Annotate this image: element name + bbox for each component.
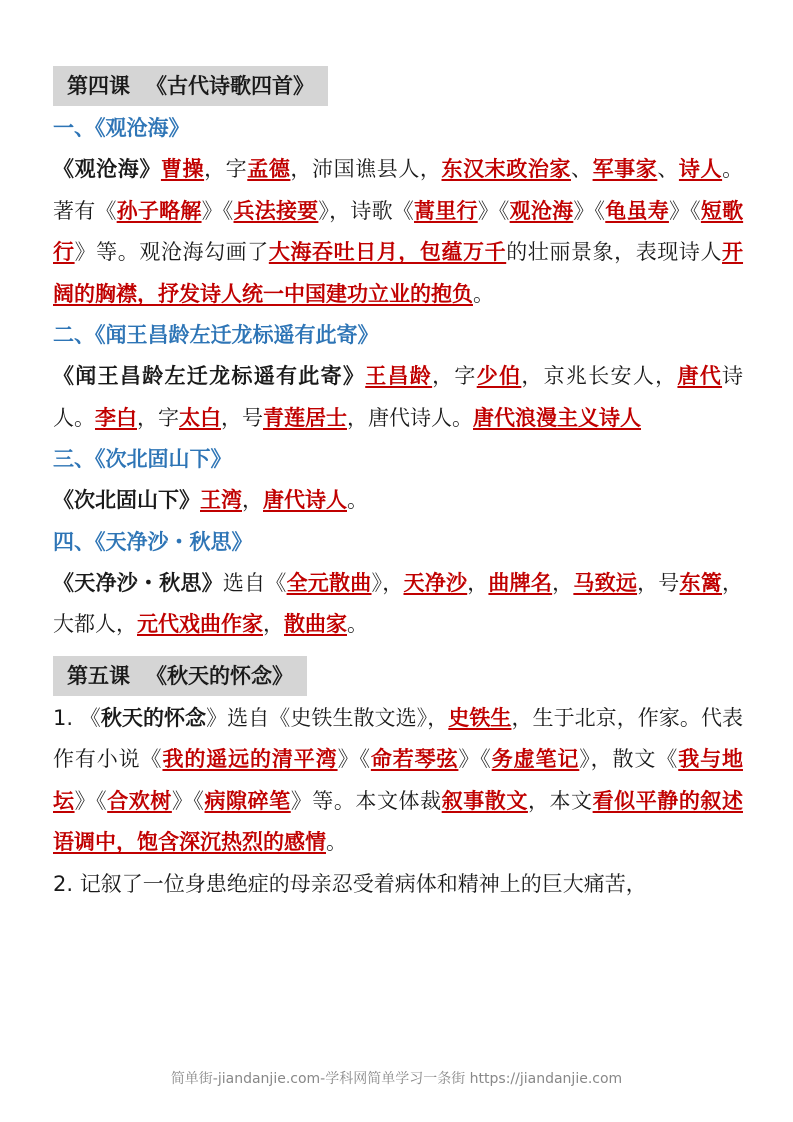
text-run: 2. 记叙了一位身患绝症的母亲忍受着病体和精神上的巨大痛苦， (53, 871, 647, 896)
text-run: ，生于北京，作家。代表作有小说《 (53, 705, 744, 771)
text-run: ，字 (137, 405, 179, 430)
key-term: 龟虽寿 (605, 198, 669, 223)
text-run: 》《 (337, 747, 371, 771)
text-run: 》选自《史铁生散文选》， (206, 705, 449, 730)
bold-title: 《闻王昌龄左迁龙标遥有此寄》 (53, 364, 366, 388)
text-run: ，唐代诗人。 (347, 405, 473, 430)
text-run: 1. 《 (53, 705, 101, 730)
key-term: 全元散曲 (286, 570, 372, 595)
text-run: 》《 (74, 788, 108, 813)
lesson-5-title: 《秋天的怀念》 (146, 663, 293, 688)
key-term: 天净沙 (403, 570, 468, 595)
key-term: 马致远 (573, 570, 638, 595)
poem-1-text (53, 149, 743, 315)
text-run: 》《 (201, 198, 234, 223)
text-run: 》《 (458, 747, 492, 771)
text-run: ， (242, 488, 263, 512)
key-term: 诗人 (678, 157, 723, 181)
key-term: 王昌龄 (365, 364, 433, 388)
text-run: 》，诗歌《 (318, 198, 415, 223)
poem-3-heading: 三、《次北固山下》 (53, 447, 232, 471)
key-term: 军事家 (592, 157, 658, 181)
lesson-5-heading (53, 656, 307, 696)
poem-2-heading: 二、《闻王昌龄左迁龙标遥有此寄》 (53, 323, 379, 347)
key-term: 孟德 (247, 157, 291, 181)
key-term: 东汉末政治家 (441, 157, 571, 181)
key-term: 曲牌名 (488, 570, 553, 595)
key-term: 我与地坛 (53, 747, 743, 813)
key-term: 唐代浪漫主义诗人 (473, 405, 641, 430)
key-term: 病隙碎笔 (204, 788, 291, 813)
key-term: 东篱 (679, 570, 722, 595)
lesson-4-heading (53, 66, 328, 106)
text-run: 。 (347, 488, 368, 512)
text-run: 》《 (171, 788, 205, 813)
lesson-5-item-1 (53, 698, 743, 864)
text-run: ，字 (432, 364, 477, 388)
text-run: 。 (473, 281, 494, 306)
text-run: 》《 (668, 198, 701, 223)
key-term: 散曲家 (284, 612, 347, 636)
bold-title: 《天净沙・秋思》 (53, 570, 223, 595)
key-term: 我的遥远的清平湾 (162, 747, 338, 771)
key-term: 合欢树 (107, 788, 172, 813)
key-term: 史铁生 (448, 705, 512, 730)
key-term: 曹操 (160, 157, 205, 181)
key-term: 务虚笔记 (491, 747, 580, 771)
text-run: 》《 (477, 198, 510, 223)
key-term: 孙子略解 (116, 198, 202, 223)
text-run: 的壮丽景象，表现诗人 (506, 240, 723, 264)
key-term: 唐代诗人 (263, 488, 347, 512)
key-term: 命若琴弦 (370, 747, 459, 771)
key-term: 唐代 (677, 364, 723, 388)
text-run: ， (467, 570, 489, 595)
text-run: 》，散文《 (579, 747, 679, 771)
poem-4-heading: 四、《天净沙・秋思》 (53, 529, 253, 554)
key-term: 蒿里行 (414, 198, 478, 223)
text-run: ， (263, 612, 284, 636)
poem-1-heading: 一、《观沧海》 (53, 116, 190, 140)
lesson-4-label: 第四课 (67, 74, 130, 98)
key-term: 元代戏曲作家 (137, 612, 263, 636)
text-run: 》等。观沧海勾画了 (74, 240, 269, 264)
key-term: 短歌行 (53, 198, 744, 264)
key-term: 少伯 (476, 364, 522, 388)
text-run: ，号 (221, 405, 263, 430)
text-run: ，本文 (527, 788, 593, 813)
text-run: 》等。本文体裁 (290, 788, 442, 813)
text-run: 、 (657, 157, 679, 181)
page-footer: 简单街-jiandanjie.com-学科网简单学习一条街 https://jiandanjie.com (170, 1071, 623, 1087)
poem-4-text (53, 563, 743, 646)
text-run: ， (552, 570, 574, 595)
text-run: 》， (371, 570, 404, 595)
text-run: 、 (570, 157, 593, 181)
key-term: 青莲居士 (263, 405, 347, 430)
text-run: ，字 (204, 157, 248, 181)
key-term: 太白 (179, 405, 221, 430)
key-term: 王湾 (200, 488, 242, 512)
key-term: 开阔的胸襟，抒发诗人统一中国建功立业的抱负 (53, 240, 744, 306)
bold-title: 《观沧海》 (53, 157, 161, 181)
document-body (53, 66, 743, 905)
text-run: ，大都人， (53, 570, 743, 636)
poem-3-text (53, 480, 743, 522)
text-run: 选自《 (222, 570, 287, 595)
text-run: 。 (326, 830, 347, 854)
key-term: 看似平静的叙述语调中，饱含深沉热烈的感情 (53, 788, 743, 854)
poem-2-text (53, 356, 743, 439)
key-term: 李白 (95, 405, 137, 430)
text-run: 》《 (573, 198, 606, 223)
text-run: ，沛国谯县人， (290, 157, 442, 181)
lesson-5-label: 第五课 (67, 663, 130, 688)
text-run: 。 (347, 612, 368, 636)
bold-title: 《次北固山下》 (53, 488, 200, 512)
text-run: ，京兆长安人， (521, 364, 678, 388)
text-run: 诗人。 (53, 364, 744, 430)
key-term: 兵法接要 (233, 198, 319, 223)
key-term: 叙事散文 (441, 788, 528, 813)
text-run: ，号 (637, 570, 680, 595)
key-term: 观沧海 (509, 198, 574, 223)
bold-title: 秋天的怀念 (100, 705, 207, 730)
text-run: 。著有《 (53, 157, 744, 223)
lesson-5-item-2 (53, 864, 743, 906)
lesson-4-title: 《古代诗歌四首》 (146, 74, 314, 98)
key-term: 大海吞吐日月，包蕴万千 (268, 240, 507, 264)
